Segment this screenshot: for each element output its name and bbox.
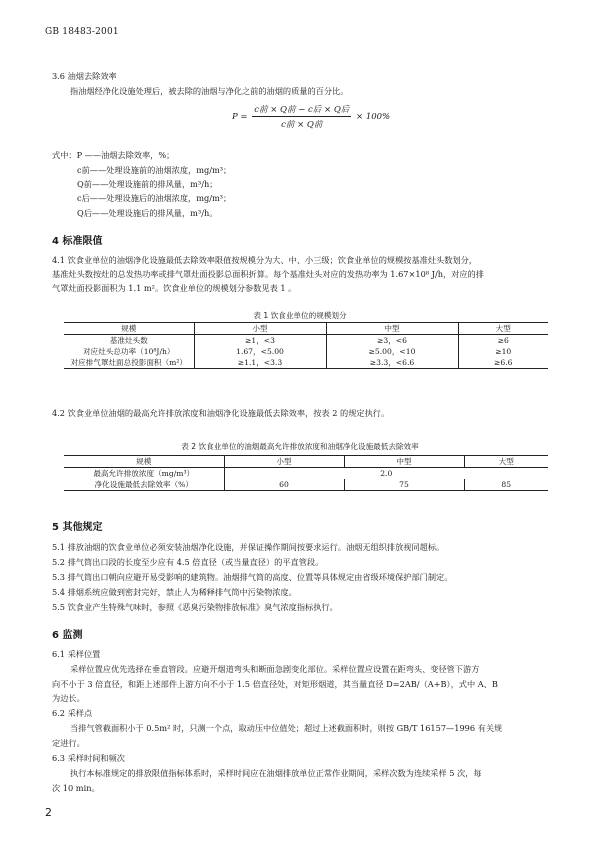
paragraph-4-1-line: 气罩灶面投影面积为 1.1 m²。饮食业单位的规模划分参数见表 1 。 [52,283,297,293]
page-number: 2 [45,806,52,819]
table-row [64,335,548,347]
section-3-6-heading: 3.6 油烟去除效率 [52,71,117,81]
table-row [64,468,548,480]
section-5-title: 5 其他规定 [52,522,103,533]
table-cell: ≥6 [458,335,548,347]
table-header-cell: 小型 [224,456,344,468]
table-header-row [64,456,548,468]
table-cell: 基准灶头数 [109,336,148,345]
formula-where-line: Q前——处理设施前的排风量，m³/h； [77,179,218,189]
table-cell: 对应灶头总功率（10⁸J/h） [82,347,175,356]
table-row [64,357,548,369]
rule-item: 5.3 排气筒出口朝向应避开易受影响的建筑物。油烟排气筒的高度、位置等具体规定由省级环境保护部门制定。 [52,572,453,582]
section-6-title: 6 监测 [52,630,83,641]
table-cell: ≥5.00，<10 [326,346,458,357]
table-cell: 1.67，<5.00 [194,346,326,357]
monitoring-line: 执行本标准规定的排放限值指标体系时，采样时间应在油烟排放单位正常作业期间，采样次数为连续采样 5 次，每 [70,768,482,778]
paragraph-4-2: 4.2 饮食业单位油烟的最高允许排放浓度和油烟净化设施最低去除效率，按表 2 的规定执行。 [52,408,390,418]
rule-item: 5.1 排放油烟的饮食业单位必须安装油烟净化设施，并保证操作期间按要求运行。油烟无组织排放视同超标。 [52,542,445,552]
table-cell: 85 [464,479,548,491]
table-2 [64,455,548,491]
formula-where-line: c后——处理设施后的油烟浓度，mg/m³； [77,193,232,203]
table-header-cell: 大型 [464,456,548,468]
table-cell: 75 [344,479,464,491]
formula-fraction [252,103,351,130]
monitoring-subheading: 6.2 采样点 [52,708,93,718]
table-row [64,346,548,357]
table-cell: 60 [224,479,344,491]
removal-efficiency-formula [232,103,390,130]
table-header-cell: 规模 [64,323,194,335]
table-cell: ≥1，<3 [194,335,326,347]
formula-denominator: c前 × Q前 [281,120,323,130]
table-row [64,479,548,491]
monitoring-line: 次 10 min。 [52,783,100,793]
monitoring-line: 为边长。 [52,693,85,703]
table-header-cell: 中型 [326,323,458,335]
monitoring-subheading: 6.1 采样位置 [52,649,101,659]
formula-where-line: 式中：P ——油烟去除效率，%； [52,150,175,160]
section-3-6-text: 指油烟经净化设施处理后，被去除的油烟与净化之前的油烟的质量的百分比。 [70,86,349,96]
monitoring-line: 定进行。 [52,738,85,748]
monitoring-line: 向不小于 3 倍直径，和距上述部件上游方向不小于 1.5 倍直径处，对矩形烟道，其当量直径 D=2AB/（A+B），式中 A、B [52,679,498,689]
formula-where-line: c前——处理设施前的油烟浓度，mg/m³； [77,165,232,175]
table-cell: 最高允许排放浓度（mg/m³） [93,469,195,478]
table-cell: ≥3，<6 [326,335,458,347]
rule-item: 5.4 排烟系统应做到密封完好，禁止人为稀释排气筒中污染物浓度。 [52,587,297,597]
table-cell: ≥3.3，<6.6 [326,357,458,369]
table-cell: ≥1.1，<3.3 [194,357,326,369]
table-1-caption: 表 1 饮食业单位的规模划分 [253,311,347,320]
table-header-cell: 大型 [458,323,548,335]
table-1 [64,322,548,369]
table-2-caption: 表 2 饮食业单位的油烟最高允许排放浓度和油烟净化设施最低去除效率 [181,442,419,451]
paragraph-4-1-line: 4.1 饮食业单位的油烟净化设施最低去除效率限值按规模分为大、中、小三级；饮食业单位的规模按基准灶头数划分， [52,255,477,265]
formula-tail: × 100% [356,112,391,122]
formula-where-line: Q后——处理设施后的排风量，m³/h。 [77,208,218,218]
table-header-cell: 小型 [194,323,326,335]
table-header-cell: 规模 [64,456,224,468]
table-cell: 净化设施最低去除效率（%） [64,479,224,491]
table-header-row [64,323,548,335]
table-cell: ≥10 [458,346,548,357]
table-header-cell: 中型 [344,456,464,468]
section-4-title: 4 标准限值 [52,236,103,247]
monitoring-subheading: 6.3 采样时间和频次 [52,753,125,763]
table-cell: 对应排气罩灶面总投影面积（m²） [64,357,194,369]
formula-numerator: c前 × Q前 − c后 × Q后 [254,105,350,115]
rule-item: 5.2 排气筒出口段的长度至少应有 4.5 倍直径（或当量直径）的平直管段。 [52,557,324,567]
monitoring-line: 采样位置应优先选择在垂直管段。应避开烟道弯头和断面急剧变化部位。采样位置应设置在距弯头、变径管下游方 [70,664,480,674]
formula-lhs: P = [232,112,248,122]
table-cell: 2.0 [224,468,548,480]
document-code: GB 18483-2001 [45,27,119,37]
monitoring-line: 当排气管截面积小于 0.5m² 时，只测一个点，取动压中位值处；超过上述截面积时，则按 GB/T 16157—1996 有关规 [70,723,503,733]
paragraph-4-1-line: 基准灶头数按灶的总发热功率或排气罩灶面投影总面积折算。每个基准灶头对应的发热功率为 1.67×10⁸ J/h，对应的排 [52,269,484,279]
rule-item: 5.5 饮食业产生特殊气味时，参照《恶臭污染物排放标准》臭气浓度指标执行。 [52,602,338,612]
table-cell: ≥6.6 [458,357,548,369]
